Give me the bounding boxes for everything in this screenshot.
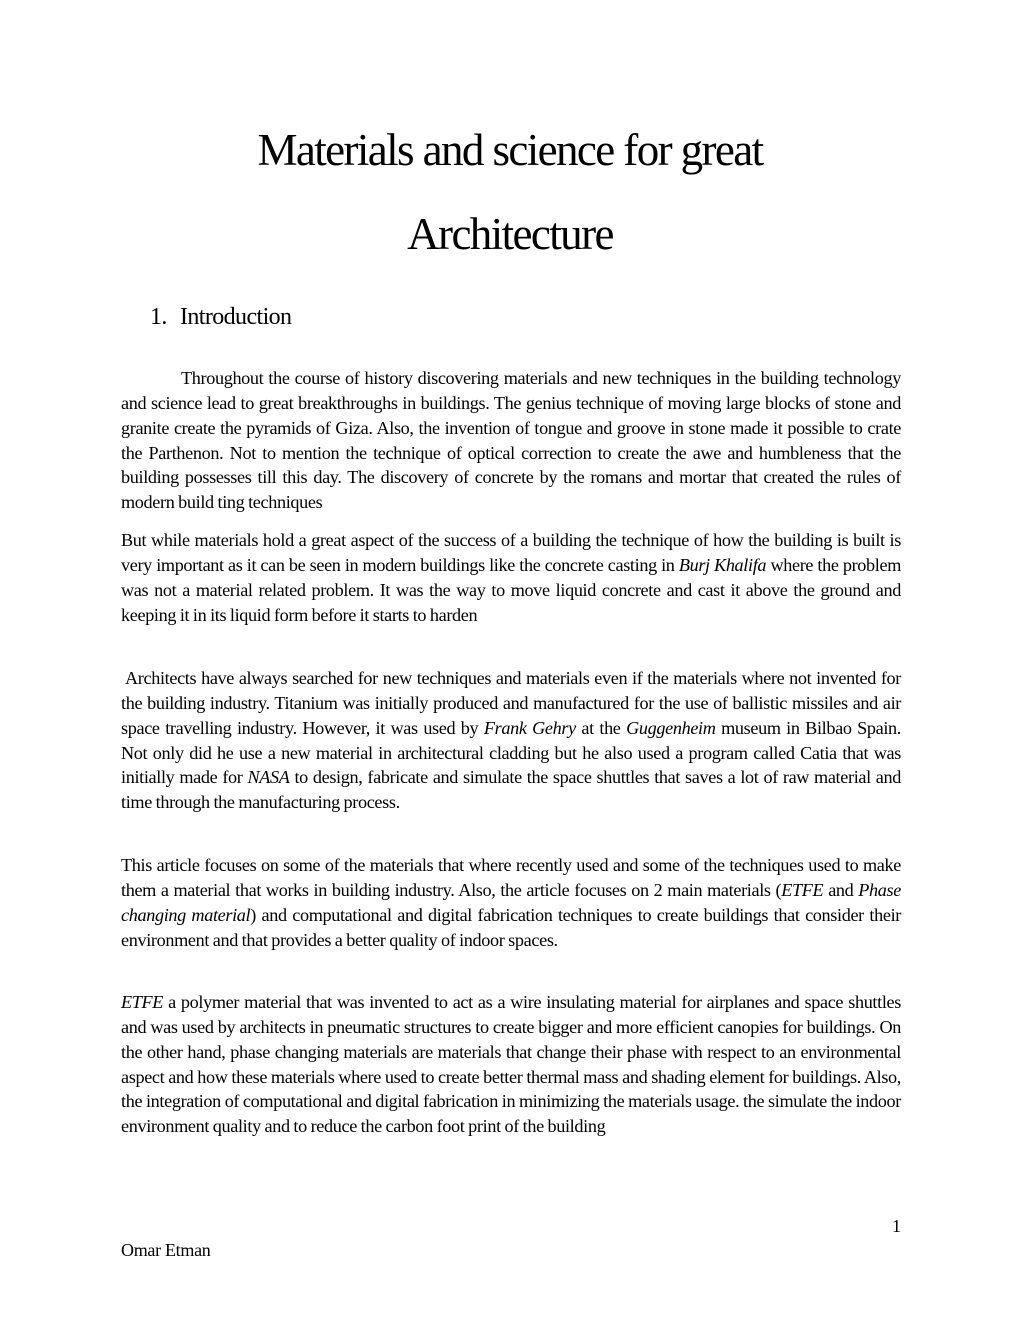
emphasized-text: ETFE	[121, 992, 164, 1013]
page-number: 1	[892, 1216, 901, 1236]
emphasized-text: Guggenheim	[626, 717, 716, 738]
paragraph-2	[121, 528, 901, 627]
paragraph-4	[121, 853, 901, 952]
paragraph-text: This article focuses on some of the materials that where recently used and some of the techniques used to make them a material that works in building industry. Also, the article focuses on 2 main materials (	[121, 855, 901, 900]
paragraph-text: museum in Bilbao Spain. Not only did he use a new material in architectural cladding but he also used a program called Catia that was initially made for	[121, 717, 902, 788]
paragraph-text: a polymer material that was invented to act as a wire insulating material for airplanes and space shuttles and was used by architects in pneumatic structures to create bigger and more efficient canopies for buildings. On the other hand, phase changing materials are materials that change their phase with respect to an environmental aspect and how these materials where used to create better thermal mass and shading element for buildings. Also, the integration of computational and digital fabrication in minimizing the materials usage. the simulate the indoor environment quality and to reduce the carbon foot print of the building	[121, 992, 901, 1137]
paragraph-text: to design, fabricate and simulate the space shuttles that saves a lot of raw material and time through the manufacturing process.	[121, 767, 901, 813]
section-heading	[150, 305, 291, 329]
document-title-line-2: Architecture	[407, 209, 613, 259]
footer-author: Omar Etman	[121, 1240, 211, 1260]
paragraph-text: at the	[575, 717, 627, 738]
paragraph-text: Architects have always searched for new techniques and materials even if the materials where not invented for the building industry. Titanium was initially produced and manufactured for the use of ballistic missiles and air space travelling industry. However, it was used by	[121, 668, 901, 738]
paragraph-text: ) and computational and digital fabrication techniques to create buildings that consider their environment and that provides a better quality of indoor spaces.	[121, 904, 901, 950]
emphasized-text: NASA	[247, 767, 290, 788]
paragraph-text: and	[823, 879, 859, 900]
paragraph-1	[121, 366, 901, 515]
paragraph-text: But while materials hold a great aspect of the success of a building the technique of how the building is built is very important as it can be seen in modern buildings like the concrete casting in	[121, 530, 901, 575]
paragraph-text: where the problem was not a material related problem. It was the way to move liquid concrete and cast it above the ground and keeping it in its liquid form before it starts to harden	[121, 554, 902, 625]
emphasized-text: ETFE	[781, 879, 824, 900]
document-title-line-1: Materials and science for great	[257, 125, 763, 175]
paragraph-3	[121, 666, 901, 815]
emphasized-text: Burj Khalifa	[678, 554, 767, 575]
section-title: Introduction	[180, 304, 292, 330]
emphasized-text: Phase changing material	[121, 879, 901, 925]
section-number: 1.	[150, 304, 167, 330]
paragraph-5	[121, 990, 901, 1139]
paragraph-text: Throughout the course of history discovering materials and new techniques in the building technology and science lead to great breakthroughs in buildings. The genius technique of moving large blocks of stone and granite create the pyramids of Giza. Also, the invention of tongue and groove in stone made it possible to crate the Parthenon. Not to mention the technique of optical correction to create the awe and humbleness that the building possesses till this day. The discovery of concrete by the romans and mortar that created the rules of modern build ting techniques	[121, 368, 901, 513]
emphasized-text: Frank Gehry	[483, 717, 576, 738]
